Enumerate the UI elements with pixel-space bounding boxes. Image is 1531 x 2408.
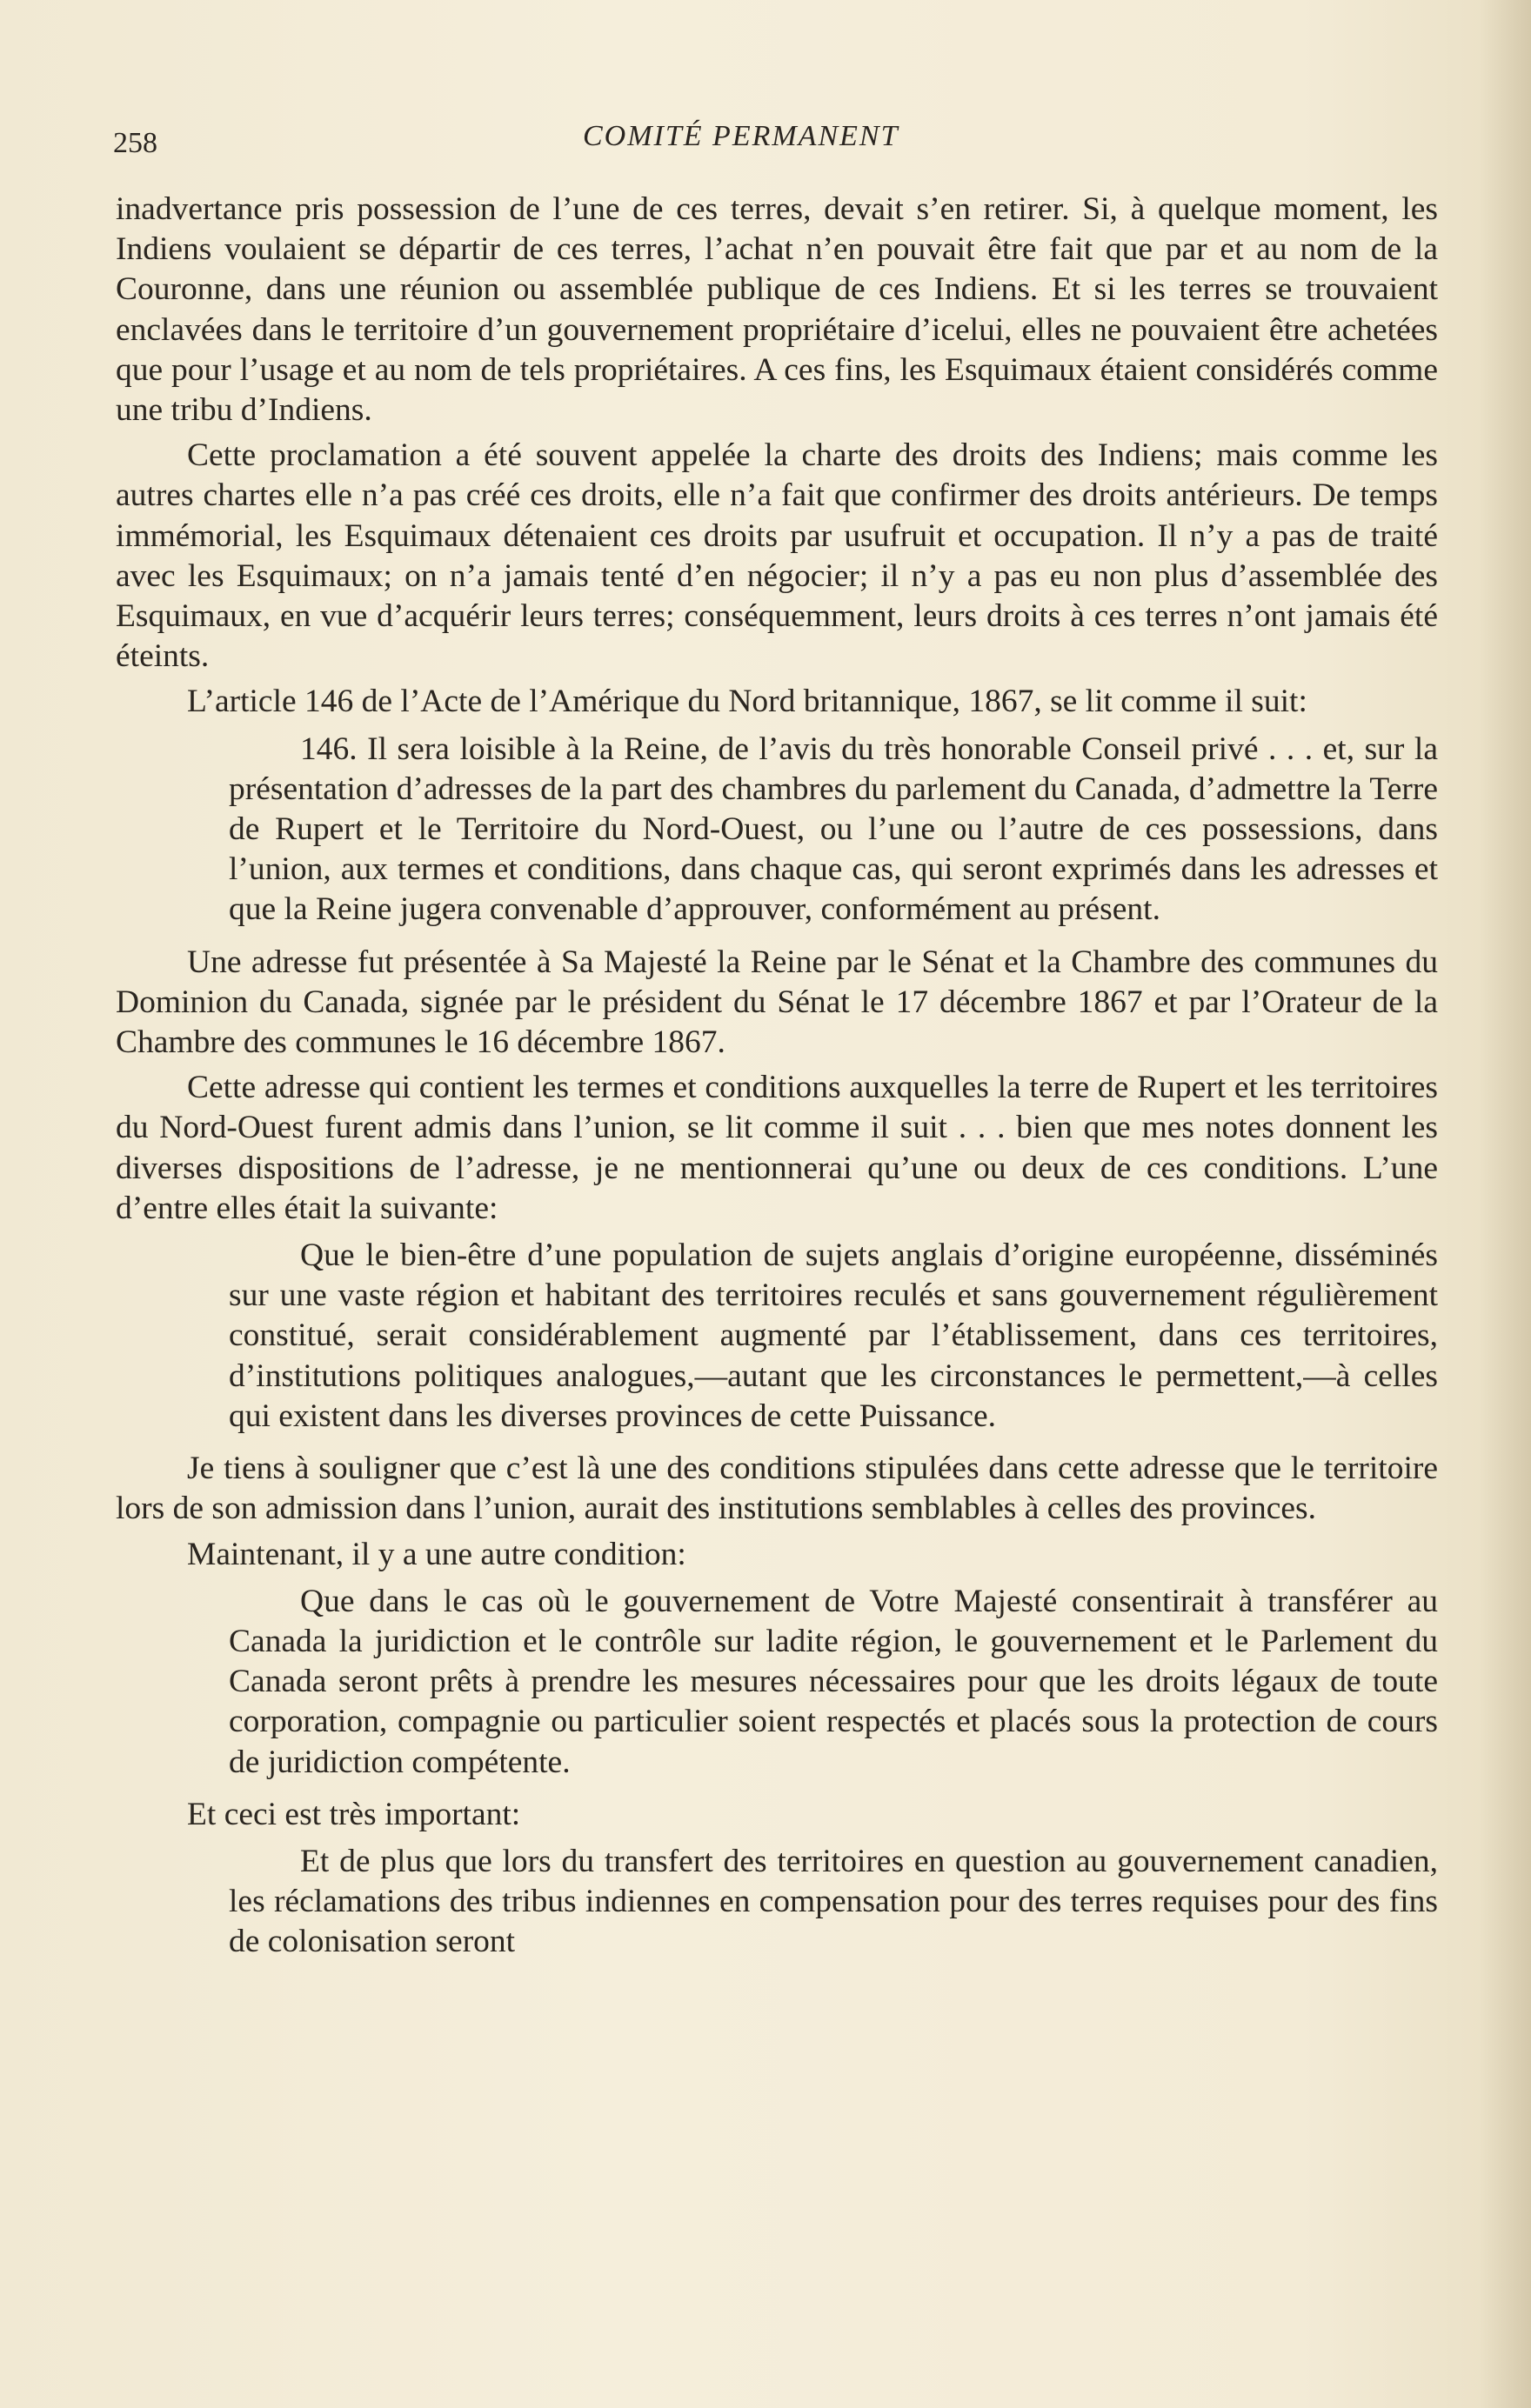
- paragraph-emphasis-condition: Je tiens à souligner que c’est là une des conditions stipulées dans cette adresse que le territoire lors de son admission dans l’union, aurait des institutions semblables à celles des provinces.: [116, 1451, 1438, 1527]
- quote-condition-welfare: Que le bien-être d’une population de sujets anglais d’origine européenne, disséminés sur une vaste région et habitant des territoires reculés et sans gouvernement régulièrement constitué, serait considérablement augmenté par l’établissement, dans ces territoires, d’institutions politiques analogues,—autant que les circonstances le permettent,—à celles qui existent dans les diverses provinces de cette Puissance.: [229, 1237, 1438, 1434]
- quote-article-146: 146. Il sera loisible à la Reine, de l’avis du très honorable Conseil privé . . . et, sur la présentation d’adresses de la part des chambres du parlement du Canada, d’admettre la Terre de Rupert et le Territoire du Nord-Ouest, ou l’une ou l’autre de ces possessions, dans l’union, aux termes et conditions, dans chaque cas, qui seront exprimés dans les adresses et que la Reine jugera convenable d’approuver, conformément au présent.: [229, 730, 1438, 928]
- paragraph-address-presented: Une adresse fut présentée à Sa Majesté la Reine par le Sénat et la Chambre des communes du Dominion du Canada, signée par le président du Sénat le 17 décembre 1867 et par l’Orateur de la Chambre des communes le 16 décembre 1867.: [116, 944, 1438, 1061]
- paragraph-address-terms: Cette adresse qui contient les termes et conditions auxquelles la terre de Rupert et les territoires du Nord-Ouest furent admis dans l’union, se lit comme il suit . . . bien que mes notes donnent les diverses dispositions de l’adresse, je ne mentionnerai qu’une ou deux de ces conditions. L’une d’entre elles était la suivante:: [116, 1070, 1438, 1226]
- page-number: 258: [113, 127, 157, 159]
- page-header: [113, 120, 1470, 172]
- paragraph-article-146-intro: L’article 146 de l’Acte de l’Amérique du Nord britannique, 1867, se lit comme il suit:: [187, 684, 1307, 720]
- quote-condition-compensation: Et de plus que lors du transfert des territoires en question au gouvernement canadien, les réclamations des tribus indiennes en compensation pour des terres requises pour des fins de colonisation seront: [229, 1843, 1438, 1960]
- paragraph-proclamation-charter: Cette proclamation a été souvent appelée la charte des droits des Indiens; mais comme les autres chartes elle n’a pas créé ces droits, elle n’a fait que confirmer des droits antérieurs. De temps immémorial, les Esquimaux détenaient ces droits par usufruit et occupation. Il n’y a pas de traité avec les Esquimaux; on n’a jamais tenté d’en négocier; il n’y a pas eu non plus d’assemblée des Esquimaux, en vue d’acquérir leurs terres; conséquemment, leurs droits à ces terres n’ont jamais été éteints.: [116, 437, 1438, 675]
- paragraph-very-important: Et ceci est très important:: [187, 1796, 521, 1832]
- page-edge-shadow: [1479, 0, 1531, 2408]
- running-title: COMITÉ PERMANENT: [583, 120, 899, 152]
- body-text: [116, 190, 1438, 1975]
- paragraph-another-condition: Maintenant, il y a une autre condition:: [187, 1536, 686, 1572]
- quote-condition-jurisdiction: Que dans le cas où le gouvernement de Votre Majesté consentirait à transférer au Canada la juridiction et le contrôle sur ladite région, le gouvernement et le Parlement du Canada seront prêts à prendre les mesures nécessaires pour que les droits légaux de toute corporation, compagnie ou particulier soient respectés et placés sous la protection de cours de juridiction compétente.: [229, 1583, 1438, 1780]
- paragraph-continuation: inadvertance pris possession de l’une de ces terres, devait s’en retirer. Si, à quelque moment, les Indiens voulaient se départir de ces terres, l’achat n’en pouvait être fait que par et au nom de la Couronne, dans une réunion ou assemblée publique de ces Indiens. Et si les terres se trouvaient enclavées dans le territoire d’un gouvernement propriétaire d’icelui, elles ne pouvaient être achetées que pour l’usage et au nom de tels propriétaires. A ces fins, les Esquimaux étaient considérés comme une tribu d’Indiens.: [116, 191, 1438, 429]
